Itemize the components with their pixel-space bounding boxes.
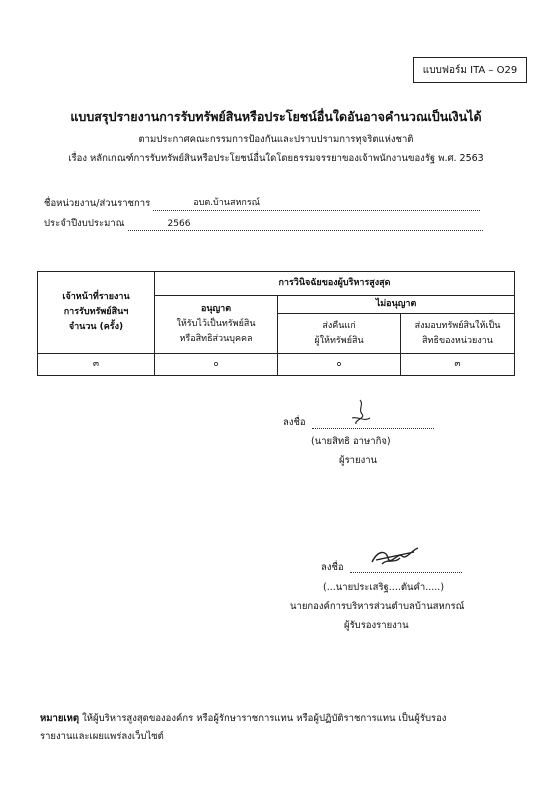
- agency-field: [44, 196, 480, 211]
- document-title: แบบสรุปรายงานการรับทรัพย์สินหรือประโยชน์อื่นใดอันอาจคำนวณเป็นเงินได้: [70, 109, 482, 124]
- approve-header: อนุญาต: [200, 304, 232, 314]
- approve-sub-1: ให้รับไว้เป็นทรัพย์สิน: [176, 319, 256, 329]
- footnote-text-1: ให้ผู้บริหารสูงสุดขององค์กร หรือผู้รักษาราชการแทน หรือผู้ปฏิบัติราชการแทน เป็นผู้รับรอง: [79, 713, 447, 724]
- transfer-header-1: ส่งมอบทรัพย์สินให้เป็น: [414, 320, 501, 331]
- return-header-2: ผู้ให้ทรัพย์สิน: [314, 335, 364, 346]
- document-subtitle-1: ตามประกาศคณะกรรมการป้องกันและปราบปรามการทุจริตแห่งชาติ: [138, 134, 414, 145]
- approve-count: ๐: [155, 354, 278, 376]
- report-table: [37, 271, 515, 376]
- signature-2-mark: [368, 542, 428, 572]
- return-header-cell: [278, 314, 401, 354]
- return-header-1: ส่งคืนแก่: [322, 320, 356, 331]
- fiscal-year-value-line: [128, 217, 483, 231]
- signature-1-label: ลงชื่อ: [283, 417, 306, 428]
- approve-header-cell: [155, 296, 278, 354]
- approve-sub-2: หรือสิทธิส่วนบุคคล: [179, 334, 253, 344]
- transfer-header-2: สิทธิของหน่วยงาน: [422, 335, 493, 346]
- agency-value: อบต.บ้านสหกรณ์: [193, 198, 261, 208]
- signature-2-role: ผู้รับรองรายงาน: [344, 620, 409, 631]
- signature-1-name: (นายสิทธิ อาษากิจ): [311, 436, 391, 447]
- transfer-count: ๓: [401, 354, 515, 376]
- return-count: ๐: [278, 354, 401, 376]
- signature-2-position: นายกองค์การบริหารส่วนตำบลบ้านสหกรณ์: [290, 601, 465, 612]
- agency-label: ชื่อหน่วยงาน/ส่วนราชการ: [44, 198, 151, 209]
- table-row: [38, 354, 515, 376]
- officer-header-line2: การรับทรัพย์สินฯ: [63, 307, 129, 317]
- transfer-header-cell: [401, 314, 515, 354]
- signature-2-line: [350, 540, 462, 573]
- signature-2-name: (...นายประเสริฐ....ตันคำ.....): [323, 582, 445, 593]
- officer-header-line3: จำนวน (ครั้ง): [68, 322, 124, 332]
- signature-1-role: ผู้รายงาน: [339, 455, 378, 466]
- deny-header: ไม่อนุญาต: [278, 296, 515, 314]
- footnote-text-2: รายงานและเผยแพร่ลงเว็บไซต์: [40, 731, 164, 742]
- fiscal-year-value: 2566: [167, 219, 191, 229]
- signature-2-label: ลงชื่อ: [321, 562, 344, 573]
- footnote-label: หมายเหตุ: [40, 713, 80, 724]
- signature-1-line: [312, 398, 434, 429]
- form-code: แบบฟอร์ม ITA – O29: [413, 57, 527, 83]
- officer-count: ๓: [38, 354, 155, 376]
- agency-value-line: [153, 197, 480, 211]
- signature-1-mark: [342, 398, 382, 428]
- officer-header-line1: เจ้าหน้าที่รายงาน: [62, 292, 130, 302]
- fiscal-year-label: ประจำปีงบประมาณ: [44, 218, 125, 229]
- footnote: [40, 710, 520, 746]
- fiscal-year-field: [44, 216, 483, 231]
- document-subtitle-2: เรื่อง หลักเกณฑ์การรับทรัพย์สินหรือประโยชน์อื่นใดโดยธรรมจรรยาของเจ้าพนักงานของรัฐ พ.ศ. 2563: [68, 153, 484, 164]
- decision-header: การวินิจฉัยของผู้บริหารสูงสุด: [155, 272, 515, 296]
- officer-header-cell: [38, 272, 155, 354]
